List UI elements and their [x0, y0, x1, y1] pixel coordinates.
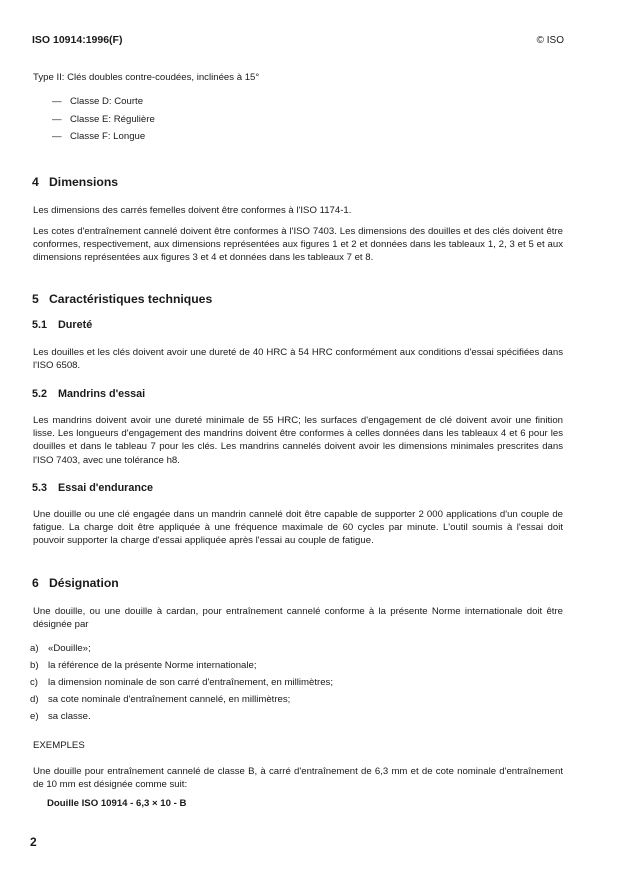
subsection-5-2-heading [32, 388, 145, 400]
subsection-number: 5.2 [32, 388, 48, 400]
list-text: «Douille»; [48, 643, 91, 654]
examples-label: EXEMPLES [33, 740, 85, 751]
list-item [52, 131, 145, 142]
subsection-5-3-heading [32, 482, 153, 494]
class-d-label: Classe D: Courte [70, 96, 144, 107]
list-text: la dimension nominale de son carré d'entraînement, en millimètres; [48, 677, 333, 688]
section-5-heading [32, 292, 212, 306]
list-item [30, 711, 91, 722]
section-number: 6 [32, 576, 39, 590]
subsection-5-2-text: Les mandrins doivent avoir une dureté minimale de 55 HRC; les surfaces d'engagement de clé doivent avoir une finition lisse. Les longueurs d'engagement des mandrins doivent être conformes à celles données dans les tableaux 4 et 6 pour les douilles et dans le tableau 7 pour les clés. Les mandrins cannelés doivent avoir les dimensions minimales prescrites dans l'ISO 7403, avec une tolérance h8. [33, 415, 563, 466]
class-f-label: Classe F: Longue [70, 131, 146, 142]
subsection-number: 5.1 [32, 319, 48, 331]
dash-marker: — [52, 96, 62, 107]
standard-reference: ISO 10914:1996(F) [32, 34, 123, 46]
section-6-heading [32, 576, 119, 590]
subsection-number: 5.3 [32, 482, 48, 494]
section-title: Désignation [49, 576, 119, 590]
subsection-5-1-heading [32, 319, 92, 331]
copyright-notice: © ISO [536, 35, 564, 46]
section-title: Dimensions [49, 175, 119, 189]
list-marker: d) [30, 694, 39, 705]
section-number: 5 [32, 292, 39, 306]
dash-marker: — [52, 114, 62, 125]
subsection-title: Dureté [58, 319, 93, 331]
subsection-5-1-text: Les douilles et les clés doivent avoir une dureté de 40 HRC à 54 HRC conformément aux conditions d'essai spécifiées dans l'ISO 6508. [33, 347, 563, 372]
section-4-paragraph-1: Les dimensions des carrés femelles doivent être conformes à l'ISO 1174-1. [33, 205, 352, 216]
list-marker: a) [30, 643, 39, 654]
subsection-title: Mandrins d'essai [58, 388, 146, 400]
example-text: Une douille pour entraînement cannelé de classe B, à carré d'entraînement de 6,3 mm et de cote nominale d'entraînement de 10 mm est désignée comme suit: [33, 766, 563, 791]
section-6-intro: Une douille, ou une douille à cardan, pour entraînement cannelé conforme à la présente Norme internationale doit être désignée par [33, 606, 563, 631]
section-number: 4 [32, 175, 39, 189]
class-e-label: Classe E: Régulière [70, 114, 155, 125]
type2-title: Type II: Clés doubles contre-coudées, inclinées à 15° [33, 72, 260, 83]
list-marker: c) [30, 677, 38, 688]
list-text: sa classe. [48, 711, 91, 722]
dash-marker: — [52, 131, 62, 142]
list-marker: e) [30, 711, 39, 722]
list-item [30, 660, 257, 671]
section-4-paragraph-2: Les cotes d'entraînement cannelé doivent être conformes à l'ISO 7403. Les dimensions des douilles et des clés doivent être conformes, respectivement, aux dimensions représentées aux figures 1 et 2 et données dans les tableaux 1, 2, 3 et 5 et aux dimensions représentées aux figures 3 et 4 et données dans les tableaux 7 et 8. [33, 226, 563, 264]
section-4-heading [32, 175, 118, 189]
subsection-title: Essai d'endurance [58, 482, 153, 494]
list-text: sa cote nominale d'entraînement cannelé, en millimètres; [48, 694, 291, 705]
page-number: 2 [30, 835, 37, 849]
section-title: Caractéristiques techniques [49, 292, 213, 306]
list-text: la référence de la présente Norme internationale; [48, 660, 257, 671]
list-item [30, 694, 290, 705]
subsection-5-3-text: Une douille ou une clé engagée dans un mandrin cannelé doit être capable de supporter 2 000 applications d'un couple de fatigue. La charge doit être appliquée à une fréquence maximale de 60 cycles par minute. L'outil soumis à l'essai doit pouvoir supporter la charge d'essai appliquée après l'essai au couple de fatigue. [33, 509, 563, 547]
list-item [52, 96, 143, 107]
list-item [52, 114, 155, 125]
list-item [30, 643, 91, 654]
designation-example: Douille ISO 10914 - 6,3 × 10 - B [47, 798, 187, 809]
list-item [30, 677, 333, 688]
list-marker: b) [30, 660, 39, 671]
